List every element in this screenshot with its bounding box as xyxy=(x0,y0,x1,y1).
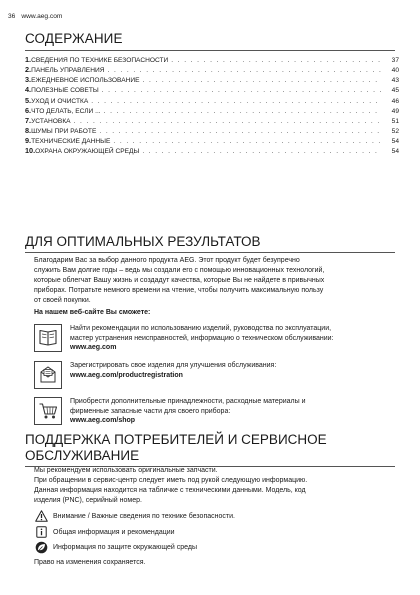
support-text xyxy=(34,466,396,506)
feature-text-line: мастер устранения неисправностей, информацию о техническом обслуживании: xyxy=(70,334,334,342)
toc-item[interactable] xyxy=(25,75,399,85)
warning-icon xyxy=(34,510,48,522)
note-info xyxy=(34,526,175,538)
feature-shop-text xyxy=(70,397,396,426)
feature-text-line: фирменные запасные части для своего прибора: xyxy=(70,407,231,415)
results-intro-line: от своей покупки. xyxy=(34,297,91,304)
note-warning xyxy=(34,510,235,522)
toc-item-page: 37 xyxy=(391,57,399,64)
toc-item[interactable] xyxy=(25,126,399,136)
shopping-cart-icon xyxy=(34,397,62,425)
toc-item-number: 7. xyxy=(25,115,32,125)
note-environment xyxy=(34,541,197,553)
toc-item-label: ЕЖЕДНЕВНОЕ ИСПОЛЬЗОВАНИЕ xyxy=(31,77,140,85)
toc-leader xyxy=(99,128,382,135)
toc-item-page: 45 xyxy=(391,87,399,95)
site-url: www.aeg.com xyxy=(21,13,63,20)
feature-guides-text xyxy=(70,324,396,353)
results-intro-line: которые облегчат Вашу жизнь и создадут качества, которые Вы не найдете в привычных xyxy=(34,277,325,284)
feature-registration-text xyxy=(70,361,396,380)
feature-shop xyxy=(34,397,396,431)
toc-item-page: 40 xyxy=(391,67,399,75)
toc-item-page: 54 xyxy=(391,148,399,156)
toc-leader xyxy=(171,57,382,64)
toc-item[interactable] xyxy=(25,106,399,116)
info-icon xyxy=(34,526,48,538)
toc-leader xyxy=(142,148,382,155)
feature-registration xyxy=(34,361,396,395)
toc-leader xyxy=(143,77,382,84)
toc-leader xyxy=(107,67,382,74)
toc-item-number: 10. xyxy=(25,146,36,156)
toc-item-page: 51 xyxy=(391,117,399,125)
toc-item-number: 1. xyxy=(25,55,32,64)
support-text-line: Данная информация находится на табличке с техническими данными. Модель, код xyxy=(34,487,306,494)
toc-item-label: ТЕХНИЧЕСКИЕ ДАННЫЕ xyxy=(31,138,111,146)
toc-item-page: 43 xyxy=(391,77,399,85)
toc-item[interactable] xyxy=(25,146,399,156)
toc-list xyxy=(25,55,399,156)
toc-leader xyxy=(102,87,382,94)
toc-item-number: 5. xyxy=(25,95,32,105)
toc-leader xyxy=(104,108,382,115)
toc-item-label: ПОЛЕЗНЫЕ СОВЕТЫ xyxy=(31,87,99,95)
toc-item-page: 49 xyxy=(391,107,399,115)
results-intro-line: Благодарим Вас за выбор данного продукта AEG. Этот продукт будет безупречно xyxy=(34,257,300,264)
book-icon xyxy=(34,324,62,352)
toc-divider xyxy=(25,50,395,51)
toc-item-number: 3. xyxy=(25,75,32,85)
toc-item-label: ОХРАНА ОКРУЖАЮЩЕЙ СРЕДЫ xyxy=(35,148,140,156)
page-header xyxy=(8,13,62,20)
toc-item-number: 9. xyxy=(25,136,32,146)
toc-item-number: 4. xyxy=(25,85,32,95)
shop-link[interactable]: www.aeg.com/shop xyxy=(70,417,136,424)
feature-text-line: Найти рекомендации по использованию изделий, руководства по эксплуатации, xyxy=(70,325,332,332)
results-title: ДЛЯ ОПТИМАЛЬНЫХ РЕЗУЛЬТАТОВ xyxy=(25,234,261,249)
toc-leader xyxy=(91,98,382,105)
note-environment-text: Информация по защите окружающей среды xyxy=(53,543,198,551)
toc-item-label: ШУМЫ ПРИ РАБОТЕ xyxy=(31,127,97,135)
toc-item[interactable] xyxy=(25,116,399,126)
support-text-line: Мы рекомендуем использовать оригинальные запчасти. xyxy=(34,467,218,474)
support-text-line: При обращении в сервис-центр следует иметь под рукой следующую информацию. xyxy=(34,477,308,484)
toc-item[interactable] xyxy=(25,136,399,146)
note-info-text: Общая информация и рекомендации xyxy=(53,528,175,536)
feature-guides xyxy=(34,324,396,358)
toc-title: СОДЕРЖАНИЕ xyxy=(25,31,123,46)
registration-link[interactable]: www.aeg.com/productregistration xyxy=(70,371,183,379)
toc-item-label: СВЕДЕНИЯ ПО ТЕХНИКЕ БЕЗОПАСНОСТИ xyxy=(31,57,169,64)
toc-item-label: ЧТО ДЕЛАТЬ, ЕСЛИ ... xyxy=(31,107,101,115)
toc-leader xyxy=(113,138,382,145)
results-intro-line: приборах. Потратьте немного времени на чтение, чтобы получить максимальную пользу xyxy=(34,287,324,294)
aeg-site-link[interactable]: www.aeg.com xyxy=(70,344,117,351)
toc-item[interactable] xyxy=(25,65,399,75)
toc-item-page: 54 xyxy=(391,138,399,146)
toc-item[interactable] xyxy=(25,85,399,95)
support-title xyxy=(25,432,327,464)
toc-item-label: УХОД И ОЧИСТКА xyxy=(31,97,89,105)
toc-item-number: 2. xyxy=(25,65,32,75)
page-number: 36 xyxy=(8,13,16,20)
support-title-line: ОБСЛУЖИВАНИЕ xyxy=(25,448,140,463)
toc-item[interactable] xyxy=(25,96,399,106)
results-intro-line: служить Вам долгие годы – ведь мы создали его с помощью инновационных технологий, xyxy=(34,267,325,274)
toc-item-label: УСТАНОВКА xyxy=(31,117,71,125)
environment-icon xyxy=(34,541,48,553)
support-text-line: изделия (PNC), серийный номер. xyxy=(34,497,142,504)
toc-item[interactable] xyxy=(25,55,399,65)
toc-item-page: 52 xyxy=(391,127,399,135)
toc-item-label: ПАНЕЛЬ УПРАВЛЕНИЯ xyxy=(31,67,105,75)
feature-text-line: Зарегистрировать свое изделия для улучшения обслуживания: xyxy=(70,362,277,369)
feature-text-line: Приобрести дополнительные принадлежности, расходные материалы и xyxy=(70,398,306,405)
registration-icon xyxy=(34,361,62,389)
toc-item-number: 6. xyxy=(25,105,32,115)
results-intro xyxy=(34,256,396,306)
support-title-line: ПОДДЕРЖКА ПОТРЕБИТЕЛЕЙ И СЕРВИСНОЕ xyxy=(25,432,327,447)
toc-leader xyxy=(74,118,382,125)
toc-item-page: 46 xyxy=(391,97,399,105)
footer-note: Право на изменения сохраняется. xyxy=(34,559,146,566)
note-warning-text: Внимание / Важные сведения по технике безопасности. xyxy=(53,512,235,520)
toc-item-number: 8. xyxy=(25,125,32,135)
website-heading: На нашем веб-сайте Вы сможете: xyxy=(34,309,151,316)
results-divider xyxy=(25,252,395,253)
